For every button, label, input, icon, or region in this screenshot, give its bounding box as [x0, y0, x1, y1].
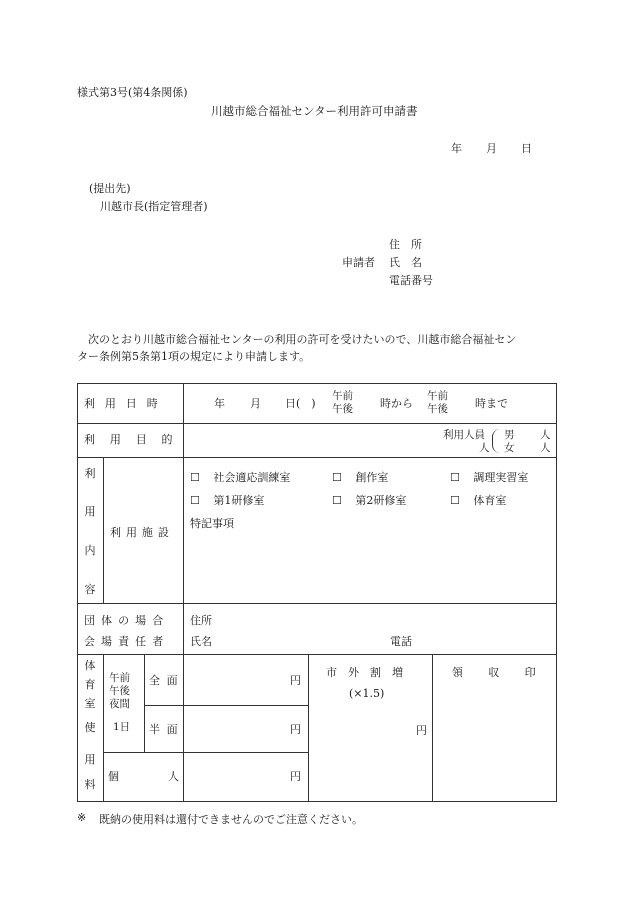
- intro-line-2: ター条例第5条第1項の規定により申請します。: [77, 350, 311, 363]
- content-label-char-3: 内: [84, 544, 96, 557]
- gym-half-label: 半面: [149, 723, 185, 736]
- facility-option[interactable]: ☐ 第1研修室: [190, 494, 265, 507]
- surcharge-rate: (×1.5): [349, 687, 385, 700]
- datetime-year: 年: [214, 397, 225, 410]
- period-fullday: 1日: [113, 721, 131, 733]
- facility-option[interactable]: ☐ 調理実習室: [450, 471, 529, 484]
- checkbox-icon: ☐: [190, 471, 200, 484]
- applicant-phone-label: 電話番号: [389, 274, 433, 287]
- surcharge-yen: 円: [416, 724, 427, 737]
- intro-line-1: 次のとおり川越市総合福祉センターの利用の許可を受けたいので、川越市総合福祉セン: [88, 333, 517, 346]
- users-female: 女: [504, 442, 515, 454]
- gym-label-char-1: 体: [84, 659, 96, 672]
- checkbox-icon: ☐: [332, 471, 342, 484]
- facility-option[interactable]: ☐ 創作室: [332, 471, 389, 484]
- recipient-name: 川越市長(指定管理者): [100, 200, 208, 213]
- datetime-until: 時まで: [475, 397, 508, 410]
- group-label-1: 団体の場合: [84, 614, 170, 627]
- recipient-label: (提出先): [89, 182, 131, 195]
- content-label-char-4: 容: [84, 583, 96, 596]
- facilities-label: 利用施設: [110, 526, 174, 539]
- datetime-day: 日( ): [285, 397, 316, 410]
- content-label-char-1: 利: [84, 467, 96, 480]
- users-unit: 人: [479, 442, 490, 454]
- content-label-char-2: 用: [84, 505, 96, 518]
- applicant-name-label: 氏 名: [389, 256, 422, 269]
- gym-label-char-5: 用: [84, 753, 96, 766]
- facility-option[interactable]: ☐ 社会適応訓練室: [190, 471, 291, 484]
- gym-full-label: 全面: [149, 674, 185, 687]
- period-night: 夜間: [109, 698, 130, 710]
- date-year-label: 年: [451, 142, 462, 155]
- gym-label-char-4: 使: [84, 721, 96, 734]
- receipt-seal-label: 領収印: [452, 666, 561, 679]
- gym-individual-label-2: 人: [168, 770, 179, 783]
- period-pm: 午後: [109, 685, 130, 697]
- date-day-label: 日: [521, 142, 532, 155]
- group-address-label: 住所: [190, 614, 212, 627]
- gym-individual-label-1: 個: [108, 770, 119, 783]
- datetime-am-start: 午前: [332, 390, 353, 402]
- gym-full-yen: 円: [290, 674, 301, 687]
- group-name-label: 氏名: [190, 635, 212, 648]
- gym-half-yen: 円: [290, 723, 301, 736]
- checkbox-icon: ☐: [450, 471, 460, 484]
- checkbox-icon: ☐: [450, 494, 460, 507]
- datetime-pm-start: 午後: [332, 403, 353, 415]
- datetime-pm-end: 午後: [427, 403, 448, 415]
- gym-label-char-2: 育: [84, 678, 96, 691]
- form-number: 様式第3号(第4条関係): [77, 86, 188, 99]
- checkbox-icon: ☐: [332, 494, 342, 507]
- applicant-label: 申請者: [342, 256, 375, 269]
- gym-individual-yen: 円: [290, 770, 301, 783]
- users-female-unit: 人: [540, 442, 551, 454]
- surcharge-label: 市外割増: [326, 666, 414, 679]
- period-am: 午前: [109, 672, 130, 684]
- group-phone-label: 電話: [390, 635, 412, 648]
- datetime-am-end: 午前: [427, 390, 448, 402]
- users-bracket: [492, 429, 501, 453]
- users-male-unit: 人: [540, 429, 551, 441]
- checkbox-icon: ☐: [190, 494, 200, 507]
- datetime-month: 月: [250, 397, 261, 410]
- datetime-label: 利用日時: [84, 397, 168, 410]
- purpose-label: 利用目的: [84, 433, 188, 446]
- facility-option[interactable]: ☐ 体育室: [450, 494, 507, 507]
- applicant-address-label: 住 所: [389, 238, 422, 251]
- users-male: 男: [504, 429, 515, 441]
- facility-option[interactable]: ☐ 第2研修室: [332, 494, 407, 507]
- gym-label-char-6: 料: [84, 778, 96, 791]
- notes-label: 特記事項: [190, 517, 234, 530]
- application-form-table: [77, 383, 561, 802]
- gym-label-char-3: 室: [84, 697, 96, 710]
- footer-mark: ※: [77, 811, 87, 824]
- group-label-2: 会場責任者: [84, 635, 170, 648]
- form-title: 川越市総合福祉センター利用許可申請書: [211, 104, 418, 118]
- footer-note: 既納の使用料は還付できませんのでご注意ください。: [99, 813, 363, 826]
- datetime-from: 時から: [380, 397, 413, 410]
- users-label: 利用人員: [443, 429, 485, 441]
- date-month-label: 月: [486, 142, 497, 155]
